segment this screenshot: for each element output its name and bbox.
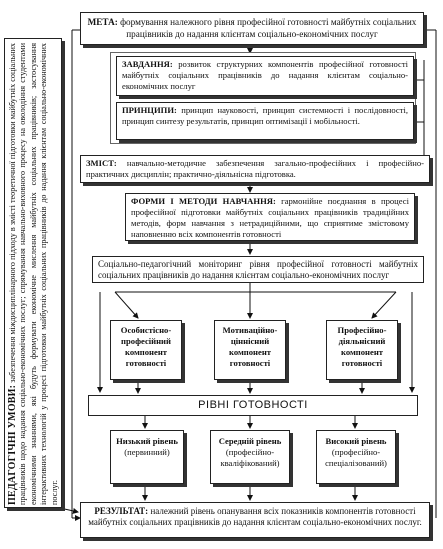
tasks-label: ЗАВДАННЯ: [122,59,173,69]
component-motivational-value [214,320,286,380]
result-label: РЕЗУЛЬТАТ: [94,506,149,516]
result-box [80,502,430,538]
readiness-levels-title-box [88,395,418,416]
principles-text: принцип науковості, принцип системності і послідовності, принцип синтезу результатів, принцип оптимізації і мобільності. [122,105,408,126]
goal-label: МЕТА: [87,17,118,27]
pedagogical-conditions-title: ПЕДАГОГІЧНІ УМОВИ: [7,384,18,505]
pedagogical-conditions-panel [4,38,62,508]
tasks-text: розвиток структурних компонентів професійної готовності майбутніх соціальних працівників до надання клієнтам соціально-економічних послуг [122,59,408,91]
tasks-box [116,56,414,96]
monitoring-box [92,256,424,283]
component-label: Професійно-діяльнісний компонент готовності [337,325,387,368]
level-subtitle: (первинний) [124,447,170,457]
forms-methods-box [125,193,415,241]
component-label: Мотиваційно-ціннісний компонент готовності [222,325,278,368]
forms-methods-label: ФОРМИ І МЕТОДИ НАВЧАННЯ: [131,196,276,206]
level-low-box [110,430,184,484]
pedagogical-conditions-body: забезпечення міждисциплінарного підходу в змісті теоретичної підготовки майбутніх соціальних працівників щодо надання соціально-економічних послуг; спрямування навчально-виховного процесу на оволодіння студентами економічними знаннями, які будуть формувати економічне мислення майбутніх соціальних працівників; застосування інтерактивних технологій у процесі підготовки майбутніх соціальних працівників до надання клієнтам соціально-економічних послуг. [8,42,59,505]
content-text: навчально-методичне забезпечення загально-професійних і професійно-практичних дисциплін; практично-діяльнісна підготовка. [86,158,424,179]
level-subtitle: (професійно-спеціалізований) [325,447,387,468]
principles-box [116,102,414,140]
level-name: Середній рівень [218,436,282,446]
level-subtitle: (професійно-кваліфікований) [220,447,280,468]
level-medium-box [210,430,290,484]
content-label: ЗМІСТ: [86,158,117,168]
pedagogical-conditions-text [8,43,62,505]
level-name: Низький рівень [116,436,178,446]
level-name: Високий рівень [325,436,387,446]
readiness-levels-title: РІВНІ ГОТОВНОСТІ [198,399,308,411]
goal-box [80,12,424,45]
content-box [80,155,430,183]
monitoring-text: Соціально-педагогічний моніторинг рівня професійної готовності майбутніх соціальних працівників до надання клієнтам соціально-економічних послуг [98,259,418,280]
principles-label: ПРИНЦИПИ: [122,105,177,115]
level-high-box [316,430,396,484]
component-label: Особистісно-професійний компонент готовності [120,325,172,368]
forms-methods-text: гармонійне поєднання в процесі професійної підготовки майбутніх соціальних працівників традиційних методів, форм навчання з нетрадиційними, що сприятиме змістовому наповненню всіх компонентів готовності [131,196,409,239]
result-text: належний рівень опанування всіх показників компонентів готовності майбутніх соціальних працівників до надання клієнтам соціально-економічних послуг. [88,506,422,527]
component-personal-professional [110,320,182,380]
component-professional-activity [326,320,398,380]
goal-text: формування належного рівня професійної готовності майбутніх соціальних працівників до надання клієнтам соціально-економічних послуг [120,17,417,39]
